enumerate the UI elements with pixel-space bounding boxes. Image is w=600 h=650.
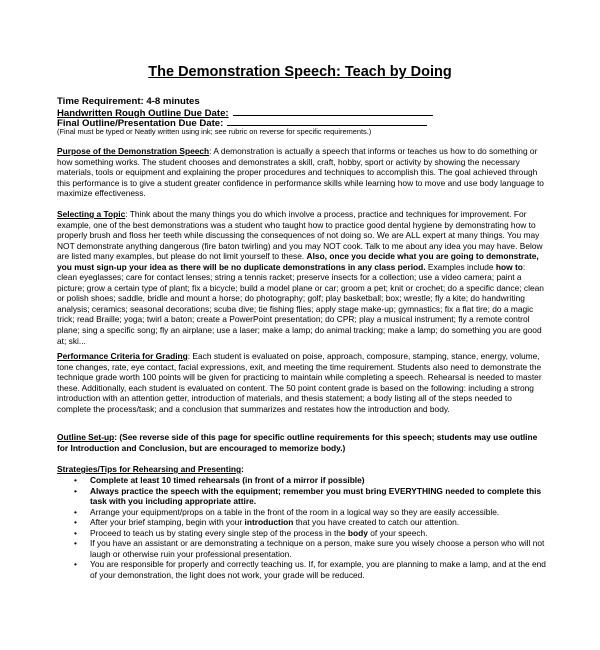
list-item-text-part: that you have created to catch our attention. <box>293 517 460 528</box>
topic-heading: Selecting a Topic <box>57 209 126 219</box>
outline-text: : (See reverse side of this page for specific outline requirements for this speech; students may use outline for Introduction and Conclusion, but are encouraged to memorize body.) <box>57 432 538 453</box>
list-item-text <box>90 486 541 507</box>
strategies-colon: : <box>241 464 244 474</box>
list-item <box>57 559 547 580</box>
outline-heading: Outline Set-up <box>57 432 115 442</box>
topic-signup-note: Also, once you decide what you are going to demonstrate, you must sign-up your idea as there will be no duplicate demonstrations in any class period. <box>57 251 539 272</box>
bullet-icon: • <box>74 559 77 570</box>
topic-section <box>57 209 545 346</box>
list-item-text <box>90 517 459 527</box>
list-item <box>57 528 547 539</box>
list-item-text <box>90 507 499 517</box>
list-item-text-part: Complete at least 10 timed rehearsals (in front of a mirror if possible) <box>90 475 365 485</box>
purpose-text: : A demonstration is actually a speech that informs or teaches us how to do something or how something works. The student chooses and demonstrates a skill, craft, hobby, sport or activity by showing the necessary materials, tools or equipment and explaining the proper procedures and techniques to accomplish this. The goal achieved through this performance is to give a student greater confidence in performance skills while learning how to move and use body language to maximize effectiveness. <box>57 146 544 199</box>
bullet-icon: • <box>74 527 77 538</box>
time-requirement: Time Requirement: 4-8 minutes <box>57 96 200 107</box>
rough-outline-blank <box>233 107 433 116</box>
topic-text-2: Examples include <box>425 261 496 272</box>
final-outline-label: Final Outline/Presentation Due Date: <box>57 118 224 129</box>
bullet-icon: • <box>74 538 77 549</box>
topic-examples: : clean eyeglasses; care for contact lenses; string a tennis racket; preserve insects for a collection; use a video camera; paint a picture; grow a certain type of plant; fix a bicycle; build a model plane or car; groom a pet; knit or crochet; do a specific dance; clean or polish shoes; saddle, bridle and mount a horse; do photography; golf; play basketball; box; wrestle; fly a kite; do handwriting analysis; ceramics; seasonal decorations; scuba dive; tie fishing flies; apply stage make-up; gymnastics; fix a flat tire; do a magic trick; read Braille; yoga; twirl a baton; create a PowerPoint presentation; do CPR; play a musical instrument; fly a remote control plane; sing a specific song; fly an airplane; use a laser; make a lamp; do animal tracking; make a lamp; do something you are good at; ski... <box>57 261 544 346</box>
list-item-text-part: Proceed to teach us by stating every single step of the process in the <box>90 527 348 538</box>
list-item <box>57 538 547 559</box>
list-item-text <box>90 538 544 559</box>
criteria-text: : Each student is evaluated on poise, approach, composure, stamping, stance, energy, volume, tone changes, rate, eye contact, facial expressions, exit, and meeting the time requirement. Students also need to demonstrate the technique grade worth 100 points will be given for practicing to maintain while completing a speech. Rehearsal is needed to master these. Additionally, each student is evaluated on content. The 50 point content grade is based on the following: including a strong introduction with an attention getter, introduction of materials, and thesis statement; a body listing all of the steps needed to complete the process/task; and a conclusion that summarizes and restates how the introduction and body. <box>57 351 542 414</box>
document-title: The Demonstration Speech: Teach by Doing <box>148 64 452 80</box>
criteria-heading: Performance Criteria for Grading <box>57 351 188 361</box>
list-item-text-part: body <box>347 527 368 538</box>
list-item-text-part: of your speech. <box>367 527 428 538</box>
list-item <box>57 475 547 486</box>
list-item-text-part: Arrange your equipment/props on a table in the front of the room in a logical way so they are easily accessible. <box>90 506 500 517</box>
list-item <box>57 486 547 507</box>
list-item-text-part: You are responsible for properly and correctly teaching us. If, for example, you are planning to make a lamp, and at the end of your demonstration, the light does not work, your grade will be reduced. <box>90 559 546 580</box>
bullet-icon: • <box>74 517 77 528</box>
purpose-section <box>57 146 545 199</box>
rough-outline-label: Handwritten Rough Outline Due Date: <box>57 108 229 119</box>
purpose-heading: Purpose of the Demonstration Speech <box>57 146 210 156</box>
strategies-heading: Strategies/Tips for Rehearsing and Presenting <box>57 464 242 474</box>
strategies-list <box>57 475 547 580</box>
bullet-icon: • <box>74 475 77 485</box>
list-item-text-part: Always practice the speech with the equipment; remember you must bring EVERYTHING needed to complete this task with you including appropriate attire. <box>90 485 542 507</box>
bullet-icon: • <box>74 485 77 496</box>
outline-section <box>57 432 545 453</box>
list-item-text <box>90 528 428 538</box>
topic-how-to: how to <box>495 261 523 272</box>
bullet-icon: • <box>74 506 77 517</box>
final-outline-blank <box>227 117 427 126</box>
criteria-section <box>57 351 545 414</box>
list-item-text-part: If you have an assistant or are demonstrating a technique on a person, make sure you wisely choose a person who will not laugh or otherwise ruin your professional presentation. <box>90 538 545 559</box>
final-note: (Final must be typed or Neatly written using ink; see rubric on reverse for specific requirements.) <box>57 127 372 136</box>
list-item <box>57 507 547 518</box>
list-item-text-part: After your brief stamping, begin with your <box>90 517 245 528</box>
topic-text-1: : Think about the many things you do which involve a process, practice and techniques for improvement. For example, one of the best demonstrations was a student who taught how to practice good dental hygiene by demonstrating how to properly brush and floss her teeth while discussing the consequences of not doing so. We are ALL expert at many things. You may NOT demonstrate anything dangerous (fire baton twirling) and you may NOT cook. Talk to me about any idea you may have. Below are listed many examples, but please do not limit yourself to these. <box>57 209 543 262</box>
list-item-text <box>90 559 546 580</box>
list-item <box>57 517 547 528</box>
list-item-text-part: introduction <box>244 517 294 528</box>
list-item-text <box>90 475 365 485</box>
strategies-heading-line <box>57 464 545 475</box>
